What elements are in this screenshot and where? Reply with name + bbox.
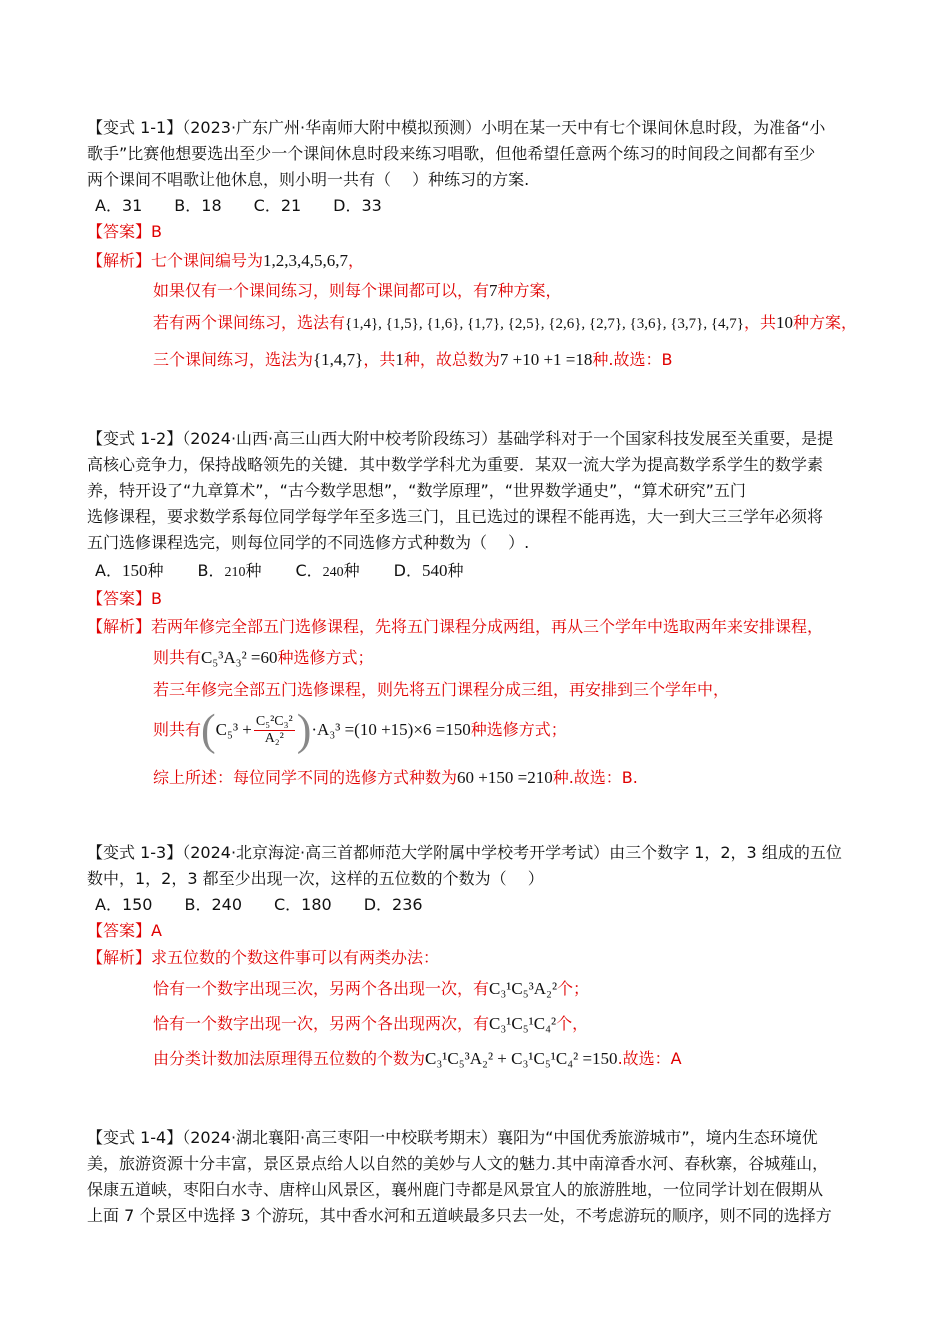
q2-sol2-math: C₅³A₃² =60 <box>201 648 278 667</box>
q1-solution-text: 七个课间编号为 <box>151 251 264 270</box>
q2-sol4-math: ·A₃³ =(10 +15)×6 =150 <box>311 720 471 739</box>
q2-solution-line-1 <box>87 614 823 640</box>
q2-solution-line-4 <box>153 704 567 756</box>
q1-text-line-3: 两个课间不唱歌让他休息，则小明一共有（ ）种练习的方案. <box>87 170 530 189</box>
q3-solution-line-2 <box>153 976 589 1002</box>
q1-sol4-end: 种.故选：B <box>592 350 673 369</box>
q2-sol4-text: 则共有 <box>153 720 202 739</box>
q3-sol2-math: C₃¹C₅³A₂² <box>489 979 558 998</box>
q2-option-d-value: 540 <box>422 561 448 580</box>
q1-sol4-num: 1 <box>395 350 404 369</box>
q3-text-line-2: 数中，1，2，3 都至少出现一次，这样的五位数的个数为（ ） <box>87 869 544 888</box>
q2-option-b-label: B． <box>197 561 225 580</box>
q2-option-c-label: C． <box>295 561 323 580</box>
q2-option-a-value: 150 <box>121 561 148 580</box>
q2-sol4-end: 种选修方式； <box>470 720 567 739</box>
q2-text-line-4: 选修课程，要求数学系每位同学每学年至多选三门，且已选过的课程不能再选，大一到大三三学年必须将 <box>87 507 824 526</box>
q1-sol2-text: 如果仅有一个课间练习，则每个课间都可以，有 <box>153 281 490 300</box>
q2-options <box>95 558 464 586</box>
q1-solution-end: ， <box>348 251 365 270</box>
q2-option-c-value: 240 <box>322 565 344 580</box>
q1-solution-math: 1,2,3,4,5,6,7 <box>263 251 349 270</box>
q2-sol5-text: 综上所述：每位同学不同的选修方式种数为 <box>153 768 458 787</box>
q3-sol2-text: 恰有一个数字出现三次，另两个各出现一次，有 <box>153 979 490 998</box>
q2-option-d-unit: 种 <box>447 561 464 580</box>
q3-sol4-text: 由分类计数加法原理得五位数的个数为 <box>153 1049 426 1068</box>
q1-solution-label: 【解析】 <box>87 251 152 270</box>
q1-answer: 【答案】B <box>87 222 162 241</box>
q2-sol5-math: 60 +150 =210 <box>457 768 553 787</box>
left-paren-symbol: ( <box>201 705 216 755</box>
q2-sol4-denominator: A₂² <box>264 731 284 746</box>
q1-sol2-math: 7 <box>489 281 498 300</box>
q3-solution-line-3 <box>153 1011 588 1037</box>
q2-sol2-text: 则共有 <box>153 648 202 667</box>
q3-answer: 【答案】A <box>87 921 162 940</box>
q1-text-line-1: 【变式 1-1】（2023·广东广州·华南师大附中模拟预测）小明在某一天中有七个课间休息时段，为准备“小 <box>87 118 826 137</box>
q3-sol2-end: 个； <box>557 979 590 998</box>
q1-solution-line-1 <box>87 248 364 274</box>
q3-solution-line-1 <box>87 945 439 971</box>
q1-sol3-end: 种方案， <box>793 313 858 332</box>
q2-option-a-label: A． <box>95 561 122 580</box>
q1-text-line-2: 歌手”比赛他想要选出至少一个课间休息时段来练习唱歌，但他希望任意两个练习的时间段之间都有至少 <box>87 144 816 163</box>
q3-solution-text: 求五位数的个数这件事可以有两类办法： <box>151 948 440 967</box>
q1-sol3-num: 10 <box>776 313 794 332</box>
q2-option-b-value: 210 <box>224 565 246 580</box>
q2-option-b-unit: 种 <box>245 561 262 580</box>
q2-sol5-end: 种.故选：B. <box>552 768 638 787</box>
q3-text-line-1: 【变式 1-3】（2024·北京海淀·高三首都师范大学附属中学校考开学考试）由三个数字 1，2，3 组成的五位 <box>87 843 842 862</box>
q1-solution-line-3 <box>153 310 857 337</box>
q3-sol4-math: C₃¹C₅³A₂² + C₃¹C₅¹C₄² =150 <box>425 1049 618 1068</box>
q1-solution-line-2 <box>153 278 562 304</box>
q2-solution-text: 若两年修完全部五门选修课程，先将五门课程分成两组，再从三个学年中选取两年来安排课程， <box>151 617 824 636</box>
q2-text-line-2: 高核心竞争力，保持战略领先的关键．其中数学学科尤为重要．某双一流大学为提高数学系学生的数学素 <box>87 455 824 474</box>
q2-sol4-c: C₅³ + <box>215 720 252 739</box>
q1-sol4-mid2: 种，故总数为 <box>403 350 500 369</box>
q1-sol3-sets: {1,4}, {1,5}, {1,6}, {1,7}, {2,5}, {2,6}, {2,7}, {3,6}, {3,7}, {4,7} <box>345 316 745 332</box>
q2-option-a-unit: 种 <box>147 561 164 580</box>
q2-solution-label: 【解析】 <box>87 617 152 636</box>
q4-text-line-1: 【变式 1-4】（2024·湖北襄阳·高三枣阳一中校联考期末）襄阳为“中国优秀旅游城市”，境内生态环境优 <box>87 1128 818 1147</box>
q1-sol3-mid: ，共 <box>744 313 777 332</box>
q3-sol3-end: 个， <box>556 1014 589 1033</box>
q3-sol3-text: 恰有一个数字出现一次，另两个各出现两次，有 <box>153 1014 490 1033</box>
q1-options: A．31 B．18 C．21 D．33 <box>95 196 382 215</box>
q2-answer: 【答案】B <box>87 589 162 608</box>
q3-solution-label: 【解析】 <box>87 948 152 967</box>
q3-sol4-end: .故选：A <box>617 1049 682 1068</box>
q1-solution-line-4 <box>153 347 672 373</box>
q2-sol4-numerator: C₅²C₃² <box>255 714 293 729</box>
q2-text-line-1: 【变式 1-2】（2024·山西·高三山西大附中校考阶段练习）基础学科对于一个国家科技发展至关重要，是提 <box>87 429 834 448</box>
q2-sol4-fraction <box>254 714 295 747</box>
right-paren-symbol: ) <box>296 705 312 755</box>
q1-sol4-mid: ，共 <box>363 350 396 369</box>
q1-sol4-math: 7 +10 +1 =18 <box>499 350 593 369</box>
q1-sol3-text: 若有两个课间练习，选法有 <box>153 313 346 332</box>
q4-text-line-2: 美，旅游资源十分丰富，景区景点给人以自然的美妙与人文的魅力.其中南漳香水河、春秋寨，谷城薤山， <box>87 1154 829 1173</box>
q4-text-line-4: 上面 7 个景区中选择 3 个游玩，其中香水河和五道峡最多只去一处，不考虑游玩的顺序，则不同的选择方 <box>87 1206 832 1225</box>
q1-sol4-set: {1,4,7} <box>313 350 364 369</box>
q2-solution-line-3: 若三年修完全部五门选修课程，则先将五门课程分成三组，再安排到三个学年中， <box>153 680 730 699</box>
q2-sol2-end: 种选修方式； <box>277 648 374 667</box>
q4-text-line-3: 保康五道峡，枣阳白水寺、唐梓山风景区，襄州鹿门寺都是风景宜人的旅游胜地，一位同学计划在假期从 <box>87 1180 824 1199</box>
q2-option-c-unit: 种 <box>343 561 360 580</box>
q2-text-line-3: 养，特开设了“九章算术”，“古今数学思想”，“数学原理”，“世界数学通史”，“算术研究”五门 <box>87 481 746 500</box>
q2-solution-line-2 <box>153 645 374 671</box>
q2-solution-line-5 <box>153 765 638 791</box>
q1-sol4-text: 三个课间练习，选法为 <box>153 350 314 369</box>
q2-text-line-5: 五门选修课程选完，则每位同学的不同选修方式种数为（ ）. <box>87 533 530 552</box>
q1-sol2-end: 种方案， <box>497 281 562 300</box>
q2-option-d-label: D． <box>393 561 422 580</box>
q3-sol3-math: C₃¹C₅¹C₄² <box>489 1014 557 1033</box>
q3-solution-line-4 <box>153 1046 682 1072</box>
q3-options: A．150 B．240 C．180 D．236 <box>95 895 423 914</box>
